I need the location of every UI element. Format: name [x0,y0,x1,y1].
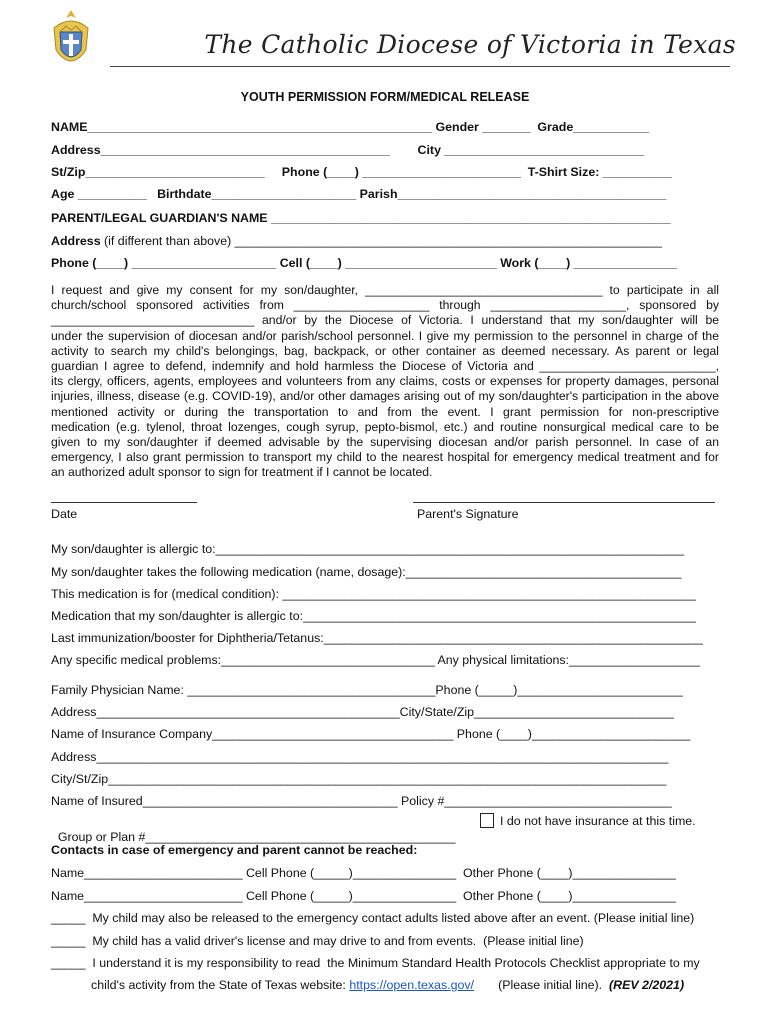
medical-condition-line[interactable]: This medication is for (medical condition): ____________________________________________________________ [51,587,696,601]
consent-line: injuries, illness, disease (e.g. COVID-19), and/or other damages arising out of my son/daughter's participation in the above [51,389,719,404]
consent-line: emergency, I also grant permission to transport my child to the nearest hospital for emergency medical treatment and for [51,450,719,465]
insurance-city-line[interactable]: City/St/Zip_________________________________________________________________________________ [51,772,667,786]
website-text: child's activity from the State of Texas website: [91,978,350,992]
parent-signature-label: Parent's Signature [417,507,519,521]
physician-line[interactable]: Family Physician Name: ____________________________________Phone (_____)________________________ [51,683,683,697]
protocols-website-line [91,978,761,992]
guardian-address-line[interactable] [51,234,721,248]
consent-line: an authorized adult sponsor to sign for treatment if I cannot be located. [51,465,433,480]
no-insurance-option[interactable] [480,813,696,828]
emergency-heading: Contacts in case of emergency and parent cannot be reached: [51,843,418,857]
consent-line: I request and give my consent for my son/daughter, ___________________________________ to participate in all [51,283,719,297]
guardian-name-line[interactable]: PARENT/LEGAL GUARDIAN'S NAME __________________________________________________________ [51,211,671,225]
physician-address-line[interactable]: Address____________________________________________City/State/Zip_____________________________ [51,705,674,719]
consent-line: activity to search my child's belongings, bag, backpack, or other container as deemed necessary. As parent or legal [51,343,719,358]
consent-line: medication (e.g. tylenol, throat lozenges, cough syrup, pepto-bismol, etc.) and routine nonsurgical medical care to be [51,419,719,434]
diocese-name: The Catholic Diocese of Victoria in Texas [204,30,736,59]
guardian-phones-line[interactable]: Phone (____) _____________________ Cell (____) ______________________ Work (____) _______________ [51,256,678,270]
consent-line: ______________________________ and/or by the Diocese of Victoria. I understand that my son/daughter will be [51,313,719,328]
consent-line: church/school sponsored activities from ____________________ through ____________________, sponsored by [51,298,719,313]
consent-line: given to my son/daughter if deemed advisable by the supervising diocesan and/or parish personnel. In case of an [51,435,719,450]
consent-line: its clergy, officers, agents, employees and volunteers from any claims, costs or expenses for property damages, personal [51,374,719,389]
date-signature-line[interactable] [51,502,197,503]
guardian-address-label: Address [51,234,101,248]
diocese-seal-logo [48,8,94,74]
no-insurance-label: I do not have insurance at this time. [500,814,696,828]
consent-line: under the supervision of diocesan and/or parish/school personnel. I give my permission to the personnel in charge of the [51,328,719,343]
insured-policy-line[interactable]: Name of Insured_____________________________________ Policy #_________________________________ [51,794,672,808]
insurance-company-line[interactable]: Name of Insurance Company___________________________________ Phone (____)_______________________ [51,727,691,741]
medication-line[interactable]: My son/daughter takes the following medication (name, dosage):________________________________________ [51,565,682,579]
guardian-address-field[interactable]: (if different than above) ______________________________________________________________ [100,234,662,248]
revision-label: (REV 2/2021) [609,978,685,992]
consent-line: mentioned activity or during the transportation to and from the event. I grant permission for non-prescriptive [51,404,719,419]
consent-line: guardian I agree to defend, indemnify and hold harmless the Diocese of Victoria and __________________________, [51,359,719,374]
initial-protocols-line[interactable]: _____ I understand it is my responsibility to read the Minimum Standard Health Protocols Checklist appropriate to my [51,956,700,970]
allergies-line[interactable]: My son/daughter is allergic to:____________________________________________________________________ [51,542,685,556]
age-birthdate-parish-line[interactable]: Age __________ Birthdate_____________________ Parish_______________________________________ [51,187,667,201]
initial-note: (Please initial line). [474,978,609,992]
no-insurance-checkbox[interactable] [480,813,494,828]
address-city-line[interactable]: Address__________________________________________ City _____________________________ [51,143,645,157]
medical-problems-line[interactable]: Any specific medical problems:_______________________________ Any physical limitations:___________________ [51,653,700,667]
immunization-line[interactable]: Last immunization/booster for Diphtheria/Tetanus:_______________________________________________________ [51,631,703,645]
group-plan-field[interactable]: Group or Plan #_____________________________________________ [57,830,456,844]
name-gender-grade-line[interactable]: NAME__________________________________________________ Gender _______ Grade___________ [51,120,650,134]
insurance-address-line[interactable]: Address___________________________________________________________________________________ [51,750,669,764]
form-title: YOUTH PERMISSION FORM/MEDICAL RELEASE [240,90,530,104]
initial-release-line[interactable]: _____ My child may also be released to the emergency contact adults listed above after an event. (Please initial line) [51,911,695,925]
emergency-contact-1[interactable]: Name_______________________ Cell Phone (_____)_______________ Other Phone (____)_______________ [51,866,676,880]
date-label: Date [51,507,78,521]
header-rule [110,66,730,67]
parent-signature-line[interactable] [413,502,715,503]
stzip-phone-tshirt-line[interactable]: St/Zip__________________________ Phone (____) _______________________ T-Shirt Size: __________ [51,165,672,179]
emergency-contact-2[interactable]: Name_______________________ Cell Phone (_____)_______________ Other Phone (____)_______________ [51,889,676,903]
consent-paragraph [51,283,719,481]
initial-license-line[interactable]: _____ My child has a valid driver's license and may drive to and from events. (Please initial line) [51,934,584,948]
medication-allergy-line[interactable]: Medication that my son/daughter is allergic to:_________________________________________________________ [51,609,696,623]
texas-website-link[interactable]: https://open.texas.gov/ [349,978,475,992]
